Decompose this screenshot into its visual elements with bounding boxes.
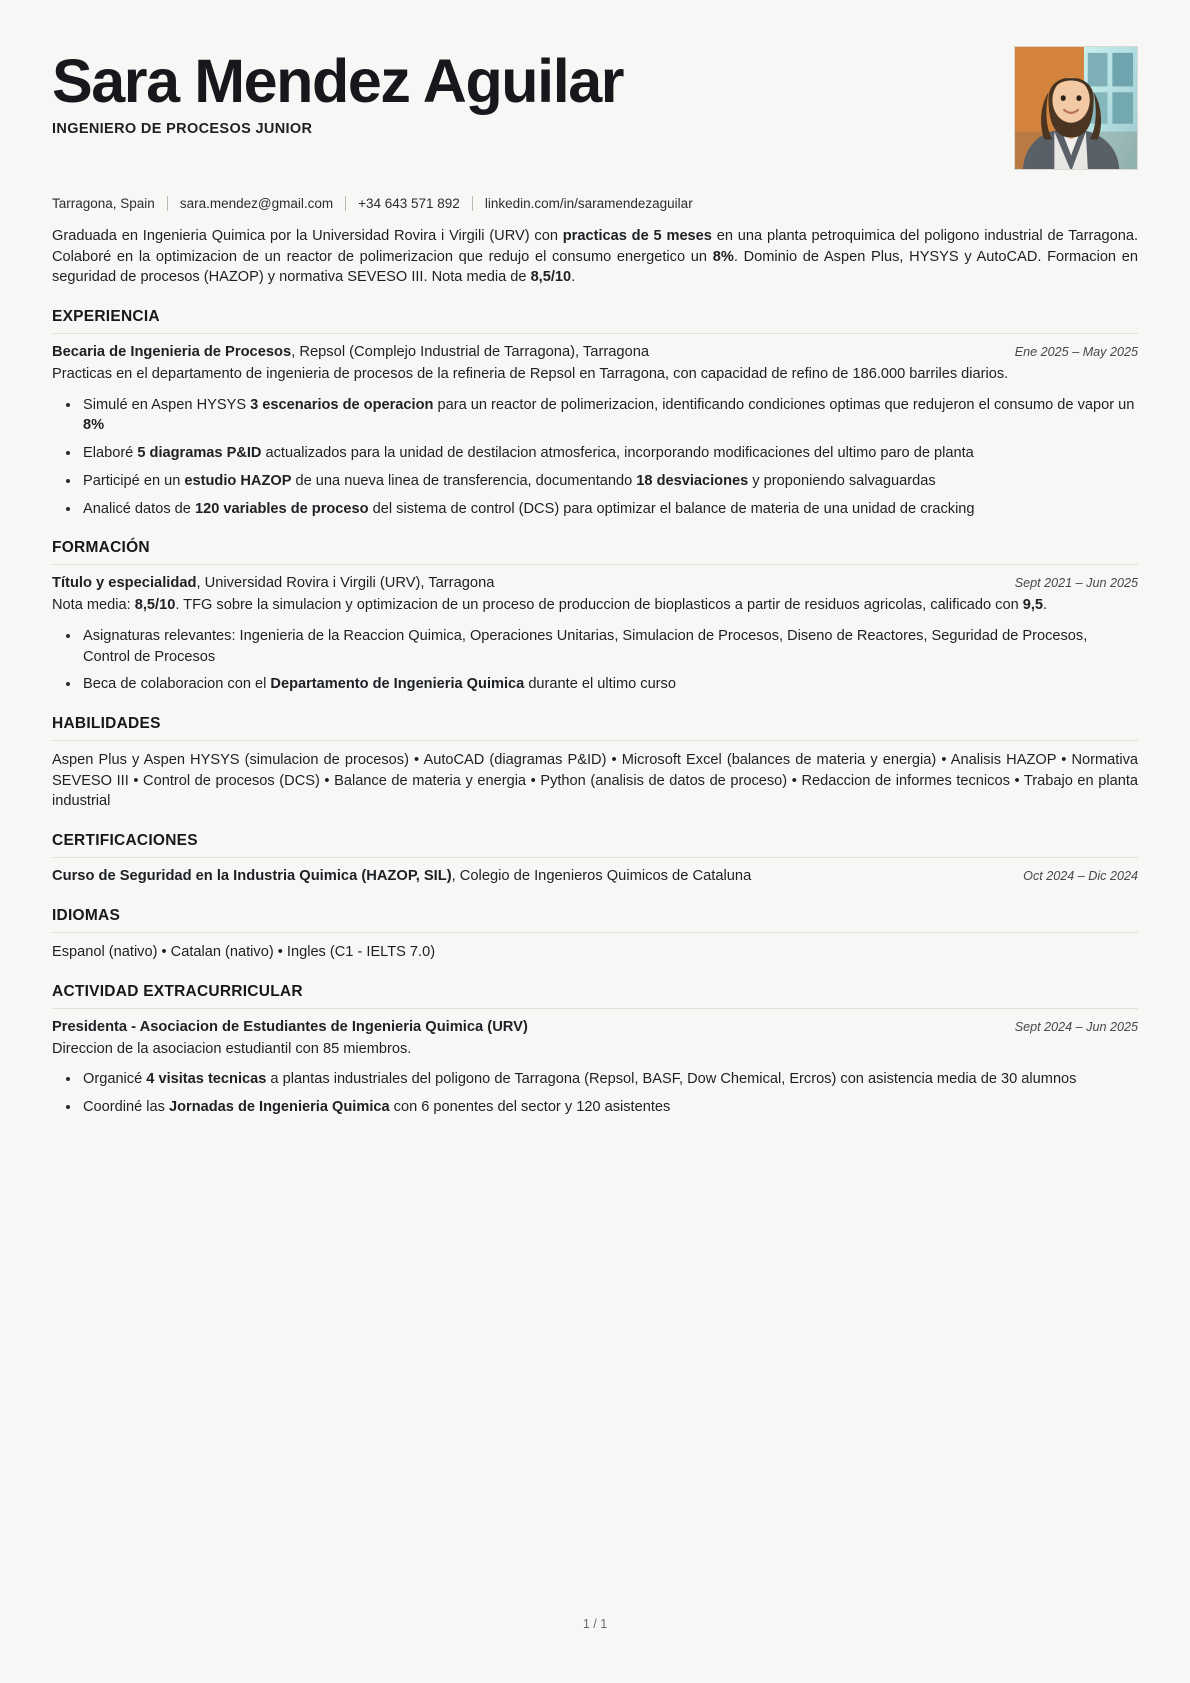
- section-skills: [52, 715, 1138, 812]
- section-divider: [52, 1008, 1138, 1009]
- entry-header: [52, 343, 1138, 363]
- resume-entry: [52, 1018, 1138, 1118]
- entry-title: Presidenta - Asociacion de Estudiantes de Ingenieria Quimica (URV): [52, 1018, 528, 1035]
- profile-photo: [1014, 46, 1138, 170]
- bullet-item: Beca de colaboracion con el Departamento de Ingenieria Quimica durante el ultimo curso: [83, 674, 1138, 695]
- certification-entries: [52, 867, 1138, 887]
- bullet-item: Analicé datos de 120 variables de proceso del sistema de control (DCS) para optimizar el balance de materia de una unidad de cracking: [83, 499, 1138, 520]
- section-extracurricular: [52, 983, 1138, 1118]
- resume-header: [52, 46, 1138, 170]
- section-title-extracurricular: ACTIVIDAD EXTRACURRICULAR: [52, 982, 303, 1000]
- section-title-skills: HABILIDADES: [52, 715, 161, 733]
- bullet-item: Simulé en Aspen HYSYS 3 escenarios de operacion para un reactor de polimerizacion, identificando condiciones optimas que redujeron el consumo de vapor un 8%: [83, 395, 1138, 436]
- entry-date-range: Oct 2024 – Dic 2024: [1023, 869, 1138, 884]
- entry-title: Curso de Seguridad en la Industria Quimica (HAZOP, SIL), Colegio de Ingenieros Quimicos de Cataluna: [52, 868, 752, 885]
- contact-bar: [52, 196, 1138, 211]
- education-entries: [52, 574, 1138, 695]
- section-title-experience: EXPERIENCIA: [52, 308, 160, 326]
- candidate-headline: INGENIERO DE PROCESOS JUNIOR: [52, 121, 313, 138]
- entry-header: [52, 867, 1138, 887]
- contact-phone[interactable]: +34 643 571 892: [358, 196, 460, 211]
- section-title-education: FORMACIÓN: [52, 539, 150, 557]
- contact-linkedin[interactable]: linkedin.com/in/saramendezaguilar: [484, 196, 693, 211]
- header-text-block: [52, 46, 990, 137]
- professional-summary: Graduada en Ingenieria Quimica por la Universidad Rovira i Virgili (URV) con practicas de 5 meses en una planta petroquimica del poligono industrial de Tarragona. Colaboré en la optimizacion de un reactor de polimerizacion que redujo el consumo energetico un 8%. Dominio de Aspen Plus, HYSYS y AutoCAD. Formacion en seguridad de procesos (HAZOP) y normativa SEVESO III. Nota media de 8,5/10.: [52, 228, 1139, 286]
- entry-title: Becaria de Ingenieria de Procesos, Repsol (Complejo Industrial de Tarragona), Tarragona: [52, 344, 650, 361]
- section-title-languages: IDIOMAS: [52, 907, 121, 925]
- candidate-name: Sara Mendez Aguilar: [52, 47, 624, 115]
- section-divider: [52, 857, 1138, 858]
- section-divider: [52, 333, 1138, 334]
- page-indicator: 1 / 1: [582, 1617, 608, 1631]
- entry-bullet-list: [52, 626, 1138, 695]
- section-education: [52, 539, 1138, 695]
- bullet-item: Participé en un estudio HAZOP de una nueva linea de transferencia, documentando 18 desviaciones y proponiendo salvaguardas: [83, 471, 1138, 492]
- resume-entry: [52, 574, 1138, 695]
- contact-location: Tarragona, Spain: [52, 196, 155, 211]
- contact-divider: [167, 196, 168, 211]
- entry-date-range: Ene 2025 – May 2025: [1014, 345, 1138, 360]
- entry-date-range: Sept 2021 – Jun 2025: [1014, 576, 1138, 591]
- entry-description: Practicas en el departamento de ingenieria de procesos de la refineria de Repsol en Tarragona, con capacidad de refino de 186.000 barriles diarios.: [52, 366, 1009, 382]
- entry-bullet-list: [52, 395, 1138, 520]
- entry-title: Título y especialidad, Universidad Rovira i Virgili (URV), Tarragona: [52, 575, 495, 592]
- bullet-item: Asignaturas relevantes: Ingenieria de la Reaccion Quimica, Operaciones Unitarias, Simulacion de Procesos, Diseno de Reactores, Seguridad de Procesos, Control de Procesos: [83, 626, 1138, 667]
- resume-entry: [52, 343, 1138, 519]
- bullet-item: Organicé 4 visitas tecnicas a plantas industriales del poligono de Tarragona (Repsol, BASF, Dow Chemical, Ercros) con asistencia media de 30 alumnos: [83, 1069, 1138, 1090]
- bullet-item: Elaboré 5 diagramas P&ID actualizados para la unidad de destilacion atmosferica, incorporando modificaciones del ultimo paro de planta: [83, 443, 1138, 464]
- entry-description: Nota media: 8,5/10. TFG sobre la simulacion y optimizacion de un proceso de produccion de bioplasticos a partir de residuos agricolas, calificado con 9,5.: [52, 597, 1048, 614]
- experience-entries: [52, 343, 1138, 519]
- entry-header: [52, 1018, 1138, 1038]
- section-divider: [52, 932, 1138, 933]
- contact-divider: [472, 196, 473, 211]
- bullet-item: Coordiné las Jornadas de Ingenieria Quimica con 6 ponentes del sector y 120 asistentes: [83, 1097, 1138, 1118]
- entry-header: [52, 574, 1138, 594]
- section-divider: [52, 740, 1138, 741]
- contact-email[interactable]: sara.mendez@gmail.com: [179, 196, 334, 211]
- entry-date-range: Sept 2024 – Jun 2025: [1014, 1019, 1138, 1034]
- entry-description: Direccion de la asociacion estudiantil con 85 miembros.: [52, 1040, 412, 1057]
- languages-list: Espanol (nativo) • Catalan (nativo) • Ingles (C1 - IELTS 7.0): [52, 944, 436, 961]
- profile-photo-illustration: [1015, 47, 1137, 169]
- section-experience: [52, 308, 1138, 519]
- contact-divider: [345, 196, 346, 211]
- section-title-certifications: CERTIFICACIONES: [52, 832, 198, 850]
- extracurricular-entries: [52, 1018, 1138, 1118]
- section-languages: [52, 907, 1138, 963]
- entry-bullet-list: [52, 1069, 1138, 1117]
- section-divider: [52, 564, 1138, 565]
- section-certifications: [52, 832, 1138, 887]
- resume-entry: [52, 867, 1138, 887]
- skills-list: Aspen Plus y Aspen HYSYS (simulacion de procesos) • AutoCAD (diagramas P&ID) • Microsoft Excel (balances de materia y energia) • Analisis HAZOP • Normativa SEVESO III • Control de procesos (DCS) • Balance de materia y energia • Python (analisis de datos de proceso) • Redaccion de informes tecnicos • Trabajo en planta industrial: [52, 752, 1138, 810]
